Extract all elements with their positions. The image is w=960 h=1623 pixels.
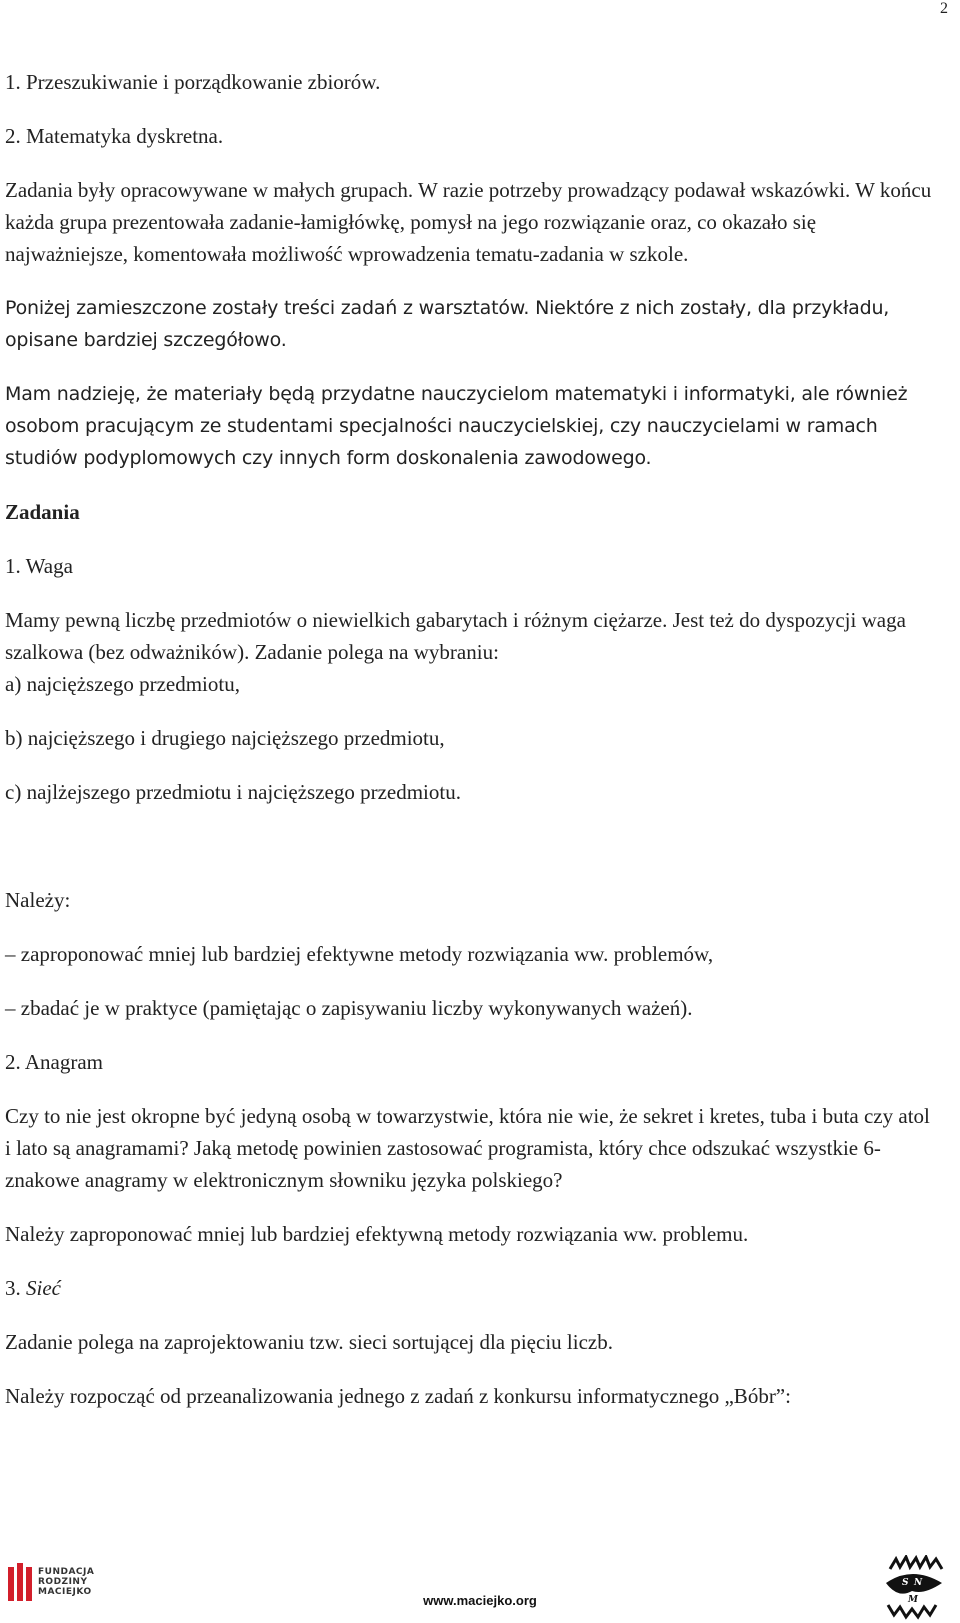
page-footer bbox=[0, 1555, 960, 1623]
snm-letter: M bbox=[908, 1595, 918, 1605]
task-3-text: Zadanie polega na zaprojektowaniu tzw. sieci sortującej dla pięciu liczb. bbox=[5, 1330, 613, 1354]
task-3-number: 3. bbox=[5, 1276, 21, 1300]
footer-url[interactable]: www.maciejko.org bbox=[423, 1593, 537, 1608]
section-heading: Zadania bbox=[5, 500, 80, 524]
page-number: 2 bbox=[940, 0, 948, 17]
task-1-title: 1. Waga bbox=[5, 554, 73, 578]
task-1-option-a: a) najcięższego przedmiotu, bbox=[5, 672, 240, 696]
task-1-description-a: Mamy pewną liczbę przedmiotów o niewielkich gabarytach i różnym ciężarze. Jest też do dyspozycji waga szalkowa (bez odważników). bbox=[5, 608, 906, 664]
snm-letter: S bbox=[902, 1578, 909, 1588]
hope-paragraph: Mam nadzieję, że materiały będą przydatne nauczycielom matematyki i informatyki, ale również osobom pracującym ze studentami specjalności nauczycielskiej, czy nauczycielami w ramach studiów podyplomowych czy innych form doskonalenia zawodowego. bbox=[5, 383, 908, 469]
tasks-intro-paragraph: Poniżej zamieszczone zostały treści zadań z warsztatów. Niektóre z nich zostały, dla przykładu, opisane bardziej szczegółowo. bbox=[5, 297, 890, 351]
logo-line: FUNDACJA bbox=[38, 1567, 95, 1577]
task-1-description-b: Zadanie polega na wybraniu: bbox=[254, 640, 499, 664]
logo-line: RODZINY bbox=[38, 1577, 88, 1587]
task-3-title bbox=[5, 1272, 940, 1304]
snm-letter: N bbox=[914, 1578, 923, 1588]
task-2-title: 2. Anagram bbox=[5, 1050, 103, 1074]
task-1-option-b: b) najcięższego i drugiego najcięższego przedmiotu, bbox=[5, 726, 445, 750]
list-item: 2. Matematyka dyskretna. bbox=[5, 124, 224, 148]
task-1-dash-1: – zaproponować mniej lub bardziej efektywne metody rozwiązania ww. problemów, bbox=[5, 942, 714, 966]
list-item: 1. Przeszukiwanie i porządkowanie zbiorów. bbox=[5, 70, 381, 94]
task-3-should: Należy rozpocząć od przeanalizowania jednego z zadań z konkursu informatycznego „Bóbr”: bbox=[5, 1384, 791, 1408]
spacer bbox=[5, 830, 940, 884]
task-2-text: Czy to nie jest okropne być jedyną osobą w towarzystwie, która nie wie, że sekret i kretes, tuba i buta czy atol i lato są anagramami? Jaką metodę powinien zastosować programista, który chce odszukać wszystkie 6-znakowe anagramy w elektronicznym słowniku języka polskiego? bbox=[5, 1104, 930, 1192]
document-body bbox=[5, 66, 940, 1434]
task-1-description bbox=[5, 604, 940, 668]
task-3-name: Sieć bbox=[26, 1276, 61, 1300]
snm-logo-icon bbox=[872, 1555, 952, 1623]
task-1-dash-2: – zbadać je w praktyce (pamiętając o zapisywaniu liczby wykonywanych ważeń). bbox=[5, 996, 693, 1020]
intro-paragraph: Zadania były opracowywane w małych grupach. W razie potrzeby prowadzący podawał wskazówki. W końcu każda grupa prezentowała zadanie-łamigłówkę, pomysł na jego rozwiązanie oraz, co okazało się najważniejsze, komentowała możliwość wprowadzenia tematu-zadania w szkole. bbox=[5, 178, 932, 266]
logo-line: MACIEJKO bbox=[38, 1587, 92, 1597]
task-2-should: Należy zaproponować mniej lub bardziej efektywną metody rozwiązania ww. problemu. bbox=[5, 1222, 749, 1246]
task-1-should: Należy: bbox=[5, 888, 71, 912]
task-1-option-c: c) najlżejszego przedmiotu i najcięższego przedmiotu. bbox=[5, 780, 461, 804]
